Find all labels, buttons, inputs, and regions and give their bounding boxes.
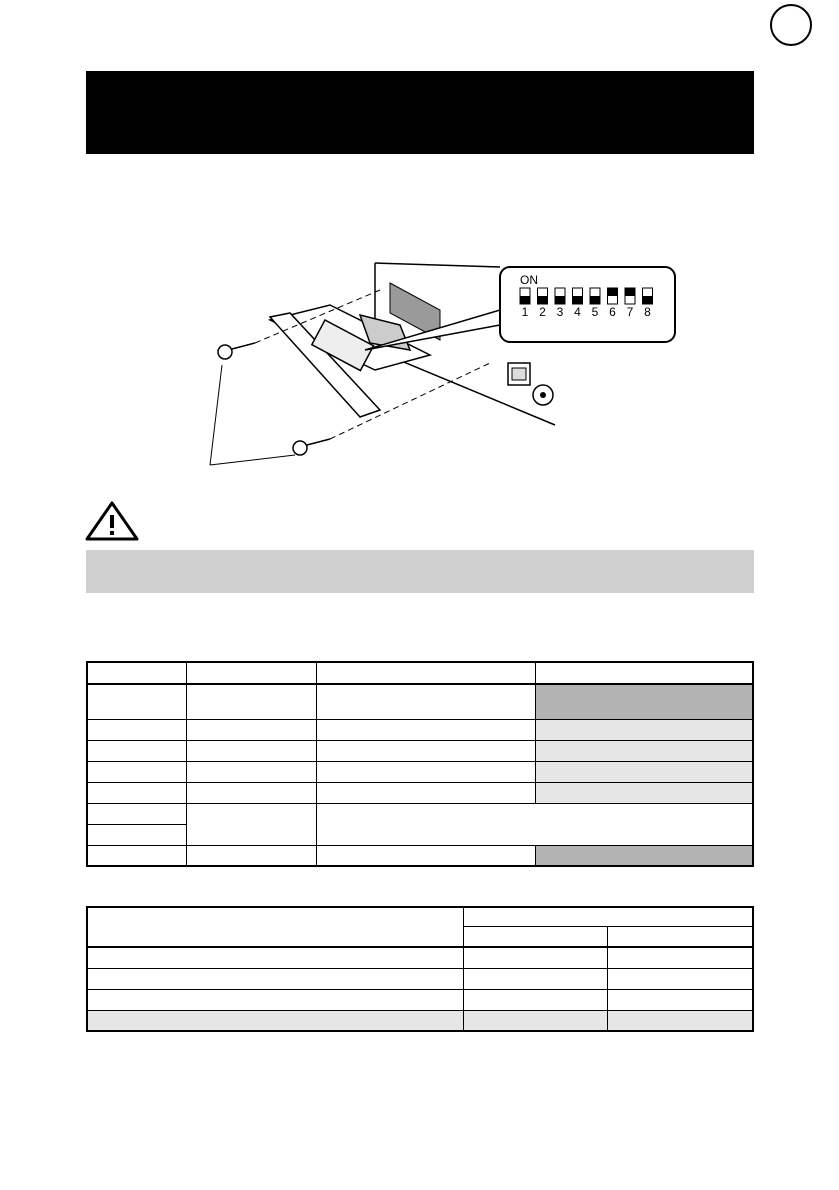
table-row xyxy=(87,803,753,824)
dip-switch-callout xyxy=(500,267,675,342)
table-row xyxy=(87,740,753,761)
table-cell xyxy=(607,989,753,1010)
table-cell xyxy=(87,740,187,761)
table-cell xyxy=(464,1010,608,1031)
dip-switch-number: 1 xyxy=(521,305,529,319)
table-cell xyxy=(316,761,535,782)
table-row xyxy=(87,719,753,740)
table-row xyxy=(87,845,753,866)
table-row xyxy=(87,989,753,1010)
page-number-badge xyxy=(770,4,812,46)
dip-switch-number: 5 xyxy=(591,305,599,319)
table-cell xyxy=(87,845,187,866)
title-bar xyxy=(86,71,754,154)
screw-icon xyxy=(293,439,330,455)
table-cell xyxy=(87,719,187,740)
table-cell xyxy=(316,684,535,719)
table-cell xyxy=(464,926,608,947)
dip-switch-number: 6 xyxy=(609,305,616,319)
table-cell xyxy=(87,803,187,824)
table-cell xyxy=(187,803,317,845)
table-cell xyxy=(87,947,464,968)
table-cell xyxy=(87,1010,464,1031)
table-cell xyxy=(87,782,187,803)
table-cell xyxy=(536,684,753,719)
dip-switch-number: 4 xyxy=(574,305,581,319)
table-cell xyxy=(536,761,753,782)
table-row xyxy=(87,907,753,926)
table-cell xyxy=(87,989,464,1010)
table-cell xyxy=(316,662,535,684)
table-cell xyxy=(536,719,753,740)
table-cell xyxy=(87,968,464,989)
table-cell xyxy=(607,968,753,989)
table-cell xyxy=(536,662,753,684)
table-row xyxy=(87,1010,753,1031)
dip-switch-number: 2 xyxy=(539,305,546,319)
table-cell xyxy=(87,684,187,719)
table-cell xyxy=(87,824,187,845)
round-port-icon xyxy=(533,385,553,405)
table-cell xyxy=(187,719,317,740)
settings-table xyxy=(86,661,754,867)
table-cell xyxy=(187,761,317,782)
table-row xyxy=(87,761,753,782)
dip-switch-number: 3 xyxy=(556,305,564,319)
table-row xyxy=(87,684,753,719)
table-cell xyxy=(187,845,317,866)
table-cell xyxy=(316,719,535,740)
table-cell xyxy=(87,761,187,782)
table-cell xyxy=(187,782,317,803)
table-cell xyxy=(536,782,753,803)
table-cell xyxy=(607,1010,753,1031)
table-cell xyxy=(316,782,535,803)
screw-icon xyxy=(218,343,255,359)
table-cell xyxy=(316,803,753,845)
options-table xyxy=(86,906,754,1032)
table-cell xyxy=(87,907,464,947)
notice-band xyxy=(86,550,754,593)
table-cell xyxy=(607,926,753,947)
table-row xyxy=(87,968,753,989)
table-cell xyxy=(464,907,753,926)
lan-port-icon xyxy=(508,363,530,385)
table-cell xyxy=(607,947,753,968)
table-row xyxy=(87,782,753,803)
table-cell xyxy=(536,845,753,866)
dip-switch-number: 7 xyxy=(626,305,634,319)
table-cell xyxy=(464,989,608,1010)
dip-switch-on-label: ON xyxy=(520,273,538,287)
warning-icon xyxy=(84,500,140,542)
table-row xyxy=(87,947,753,968)
table-cell xyxy=(464,947,608,968)
dip-switch-number: 8 xyxy=(644,305,651,319)
table-cell xyxy=(187,684,317,719)
table-cell xyxy=(87,662,187,684)
table-cell xyxy=(536,740,753,761)
table-cell xyxy=(464,968,608,989)
table-cell xyxy=(187,740,317,761)
table-cell xyxy=(316,740,535,761)
interface-board-illustration xyxy=(200,255,680,480)
table-row xyxy=(87,662,753,684)
table-cell xyxy=(316,845,535,866)
table-cell xyxy=(187,662,317,684)
